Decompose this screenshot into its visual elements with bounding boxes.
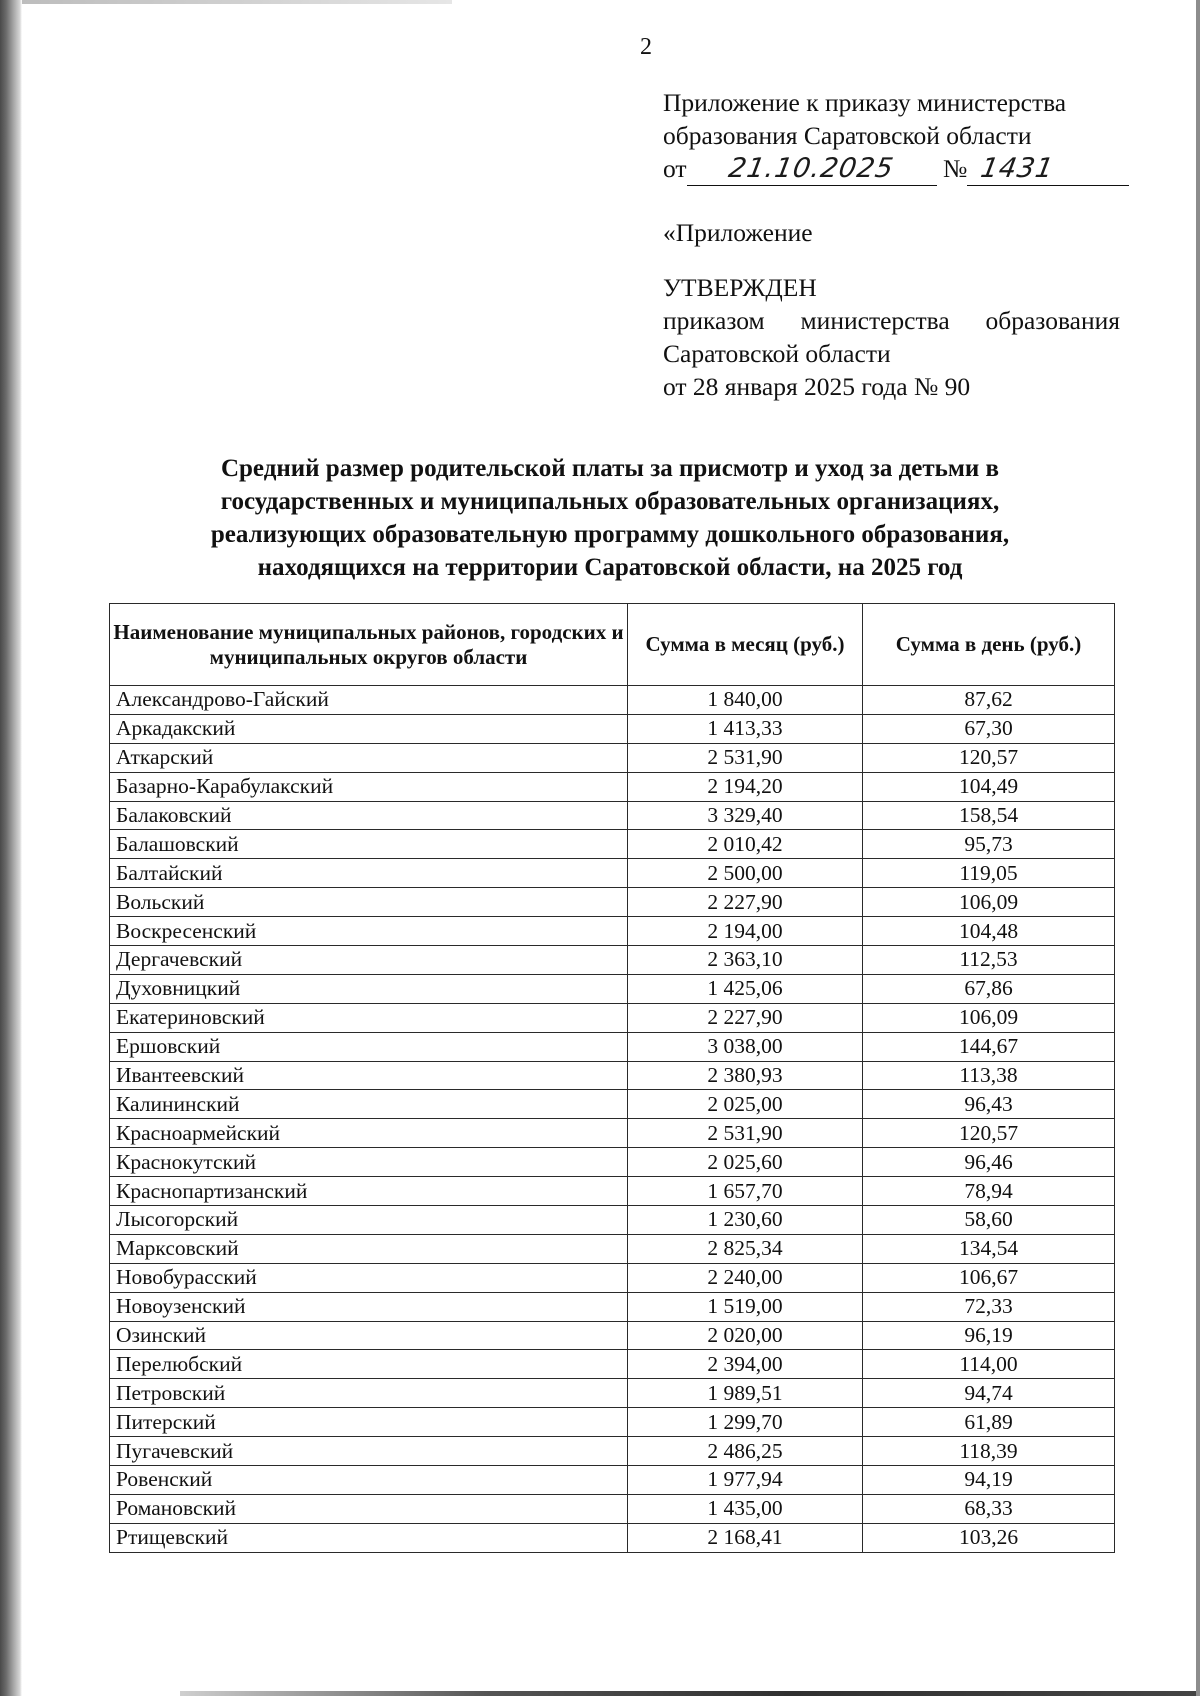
- daily-amount-cell: 113,38: [863, 1061, 1115, 1090]
- district-name-cell: Духовницкий: [110, 974, 628, 1003]
- monthly-amount-cell: 1 425,06: [628, 974, 863, 1003]
- approved-heading: УТВЕРЖДЕН: [663, 273, 817, 302]
- monthly-amount-cell: 1 230,60: [628, 1206, 863, 1235]
- district-name-cell: Лысогорский: [110, 1206, 628, 1235]
- monthly-amount-cell: 2 168,41: [628, 1523, 863, 1552]
- monthly-amount-cell: 2 394,00: [628, 1350, 863, 1379]
- title-line-2: государственных и муниципальных образовательных организациях,: [220, 488, 1000, 515]
- monthly-amount-cell: 2 010,42: [628, 830, 863, 859]
- number-underline: [967, 152, 1129, 186]
- approved-by-word-1: приказом: [663, 306, 765, 335]
- district-name-cell: Вольский: [110, 888, 628, 917]
- scan-edge-right: [1196, 0, 1200, 1696]
- district-name-cell: Балашовский: [110, 830, 628, 859]
- daily-amount-cell: 67,86: [863, 974, 1115, 1003]
- daily-amount-cell: 144,67: [863, 1032, 1115, 1061]
- daily-amount-cell: 103,26: [863, 1523, 1115, 1552]
- appendix-word: «Приложение: [663, 218, 813, 247]
- daily-amount-cell: 78,94: [863, 1177, 1115, 1206]
- district-name-cell: Балаковский: [110, 801, 628, 830]
- table-row: [110, 917, 1115, 946]
- district-name-cell: Аркадакский: [110, 714, 628, 743]
- table-row: [110, 1263, 1115, 1292]
- daily-amount-cell: 72,33: [863, 1292, 1115, 1321]
- approval-block: [663, 216, 1120, 403]
- daily-amount-cell: 158,54: [863, 801, 1115, 830]
- approved-order-date: от 28 января 2025 года № 90: [663, 372, 971, 401]
- monthly-amount-cell: 2 486,25: [628, 1437, 863, 1466]
- table-row: [110, 1292, 1115, 1321]
- daily-amount-cell: 106,67: [863, 1263, 1115, 1292]
- approved-by-word-3: образования: [985, 306, 1120, 335]
- approved-by-order-line: [663, 304, 1120, 337]
- district-name-cell: Аткарский: [110, 743, 628, 772]
- district-name-cell: Петровский: [110, 1379, 628, 1408]
- daily-amount-cell: 87,62: [863, 686, 1115, 715]
- table-row: [110, 1321, 1115, 1350]
- daily-amount-cell: 68,33: [863, 1494, 1115, 1523]
- table-row: [110, 1408, 1115, 1437]
- table-row: [110, 1206, 1115, 1235]
- table-row: [110, 946, 1115, 975]
- daily-amount-cell: 119,05: [863, 859, 1115, 888]
- title-line-1: Средний размер родительской платы за присмотр и уход за детьми в: [220, 455, 1000, 482]
- monthly-amount-cell: 1 840,00: [628, 686, 863, 715]
- scan-edge-top: [22, 0, 452, 4]
- table-row: [110, 686, 1115, 715]
- daily-amount-cell: 120,57: [863, 743, 1115, 772]
- district-name-cell: Новобурасский: [110, 1263, 628, 1292]
- monthly-amount-cell: 1 299,70: [628, 1408, 863, 1437]
- table-row: [110, 1090, 1115, 1119]
- district-name-cell: Базарно-Карабулакский: [110, 772, 628, 801]
- header-daily-amount: Сумма в день (руб.): [863, 604, 1115, 686]
- district-name-cell: Перелюбский: [110, 1350, 628, 1379]
- approved-region: Саратовской области: [663, 339, 891, 368]
- number-label: №: [942, 154, 968, 183]
- district-name-cell: Красноармейский: [110, 1119, 628, 1148]
- district-name-cell: Озинский: [110, 1321, 628, 1350]
- page-number: 2: [640, 34, 652, 60]
- daily-amount-cell: 96,46: [863, 1148, 1115, 1177]
- daily-amount-cell: 94,74: [863, 1379, 1115, 1408]
- appendix-header-line-2: образования Саратовской области: [663, 121, 1032, 150]
- monthly-amount-cell: 3 329,40: [628, 801, 863, 830]
- monthly-amount-cell: 2 227,90: [628, 1003, 863, 1032]
- district-name-cell: Александрово-Гайский: [110, 686, 628, 715]
- scan-edge-bottom: [180, 1691, 1196, 1696]
- district-name-cell: Воскресенский: [110, 917, 628, 946]
- daily-amount-cell: 112,53: [863, 946, 1115, 975]
- daily-amount-cell: 96,43: [863, 1090, 1115, 1119]
- daily-amount-cell: 104,49: [863, 772, 1115, 801]
- table-row: [110, 1350, 1115, 1379]
- monthly-amount-cell: 1 977,94: [628, 1466, 863, 1495]
- daily-amount-cell: 94,19: [863, 1466, 1115, 1495]
- daily-amount-cell: 61,89: [863, 1408, 1115, 1437]
- table-row: [110, 714, 1115, 743]
- monthly-amount-cell: 2 194,00: [628, 917, 863, 946]
- table-row: [110, 743, 1115, 772]
- table-row: [110, 1032, 1115, 1061]
- handwritten-number: 1431: [978, 153, 1057, 184]
- table-row: [110, 888, 1115, 917]
- header-monthly-amount: Сумма в месяц (руб.): [628, 604, 863, 686]
- title-line-3: реализующих образовательную программу дошкольного образования,: [210, 521, 1010, 548]
- table-row: [110, 1379, 1115, 1408]
- document-title: [110, 452, 1110, 584]
- approved-by-word-2: министерства: [800, 306, 950, 335]
- monthly-amount-cell: 1 413,33: [628, 714, 863, 743]
- from-label: от: [663, 154, 687, 183]
- monthly-amount-cell: 2 531,90: [628, 743, 863, 772]
- table-row: [110, 1003, 1115, 1032]
- monthly-amount-cell: 1 657,70: [628, 1177, 863, 1206]
- district-name-cell: Краснопартизанский: [110, 1177, 628, 1206]
- district-name-cell: Ивантеевский: [110, 1061, 628, 1090]
- district-name-cell: Краснокутский: [110, 1148, 628, 1177]
- district-name-cell: Романовский: [110, 1494, 628, 1523]
- table-row: [110, 830, 1115, 859]
- daily-amount-cell: 118,39: [863, 1437, 1115, 1466]
- order-reference-line: [663, 152, 1129, 188]
- table-row: [110, 1119, 1115, 1148]
- daily-amount-cell: 58,60: [863, 1206, 1115, 1235]
- district-name-cell: Дергачевский: [110, 946, 628, 975]
- daily-amount-cell: 106,09: [863, 1003, 1115, 1032]
- monthly-amount-cell: 2 194,20: [628, 772, 863, 801]
- date-underline: [687, 152, 937, 186]
- daily-amount-cell: 95,73: [863, 830, 1115, 859]
- daily-amount-cell: 106,09: [863, 888, 1115, 917]
- header-district-name: Наименование муниципальных районов, городских и муниципальных округов области: [110, 604, 628, 686]
- district-name-cell: Марксовский: [110, 1234, 628, 1263]
- table-row: [110, 859, 1115, 888]
- district-name-cell: Ртищевский: [110, 1523, 628, 1552]
- district-name-cell: Калининский: [110, 1090, 628, 1119]
- monthly-amount-cell: 2 380,93: [628, 1061, 863, 1090]
- district-name-cell: Новоузенский: [110, 1292, 628, 1321]
- fees-table: [109, 603, 1115, 1553]
- monthly-amount-cell: 2 500,00: [628, 859, 863, 888]
- table-row: [110, 974, 1115, 1003]
- daily-amount-cell: 67,30: [863, 714, 1115, 743]
- daily-amount-cell: 96,19: [863, 1321, 1115, 1350]
- table-row: [110, 801, 1115, 830]
- table-row: [110, 1061, 1115, 1090]
- district-name-cell: Пугачевский: [110, 1437, 628, 1466]
- table-body: [110, 686, 1115, 1553]
- monthly-amount-cell: 1 519,00: [628, 1292, 863, 1321]
- table-row: [110, 772, 1115, 801]
- table-row: [110, 1523, 1115, 1552]
- monthly-amount-cell: 2 363,10: [628, 946, 863, 975]
- district-name-cell: Ершовский: [110, 1032, 628, 1061]
- table-row: [110, 1148, 1115, 1177]
- monthly-amount-cell: 1 989,51: [628, 1379, 863, 1408]
- table-row: [110, 1177, 1115, 1206]
- district-name-cell: Екатериновский: [110, 1003, 628, 1032]
- district-name-cell: Ровенский: [110, 1466, 628, 1495]
- monthly-amount-cell: 2 227,90: [628, 888, 863, 917]
- scan-edge-left: [0, 0, 22, 1696]
- monthly-amount-cell: 2 825,34: [628, 1234, 863, 1263]
- table-row: [110, 1466, 1115, 1495]
- daily-amount-cell: 104,48: [863, 917, 1115, 946]
- table-row: [110, 1437, 1115, 1466]
- monthly-amount-cell: 2 025,00: [628, 1090, 863, 1119]
- monthly-amount-cell: 2 020,00: [628, 1321, 863, 1350]
- table-row: [110, 1494, 1115, 1523]
- table-header-row: [110, 604, 1115, 686]
- monthly-amount-cell: 2 531,90: [628, 1119, 863, 1148]
- monthly-amount-cell: 2 025,60: [628, 1148, 863, 1177]
- monthly-amount-cell: 2 240,00: [628, 1263, 863, 1292]
- district-name-cell: Балтайский: [110, 859, 628, 888]
- district-name-cell: Питерский: [110, 1408, 628, 1437]
- appendix-header-line-1: Приложение к приказу министерства: [663, 88, 1067, 117]
- monthly-amount-cell: 1 435,00: [628, 1494, 863, 1523]
- daily-amount-cell: 114,00: [863, 1350, 1115, 1379]
- handwritten-date: 21.10.2025: [726, 153, 897, 184]
- daily-amount-cell: 134,54: [863, 1234, 1115, 1263]
- table-row: [110, 1234, 1115, 1263]
- title-line-4: находящихся на территории Саратовской области, на 2025 год: [257, 554, 963, 581]
- appendix-header: [663, 86, 1129, 188]
- daily-amount-cell: 120,57: [863, 1119, 1115, 1148]
- monthly-amount-cell: 3 038,00: [628, 1032, 863, 1061]
